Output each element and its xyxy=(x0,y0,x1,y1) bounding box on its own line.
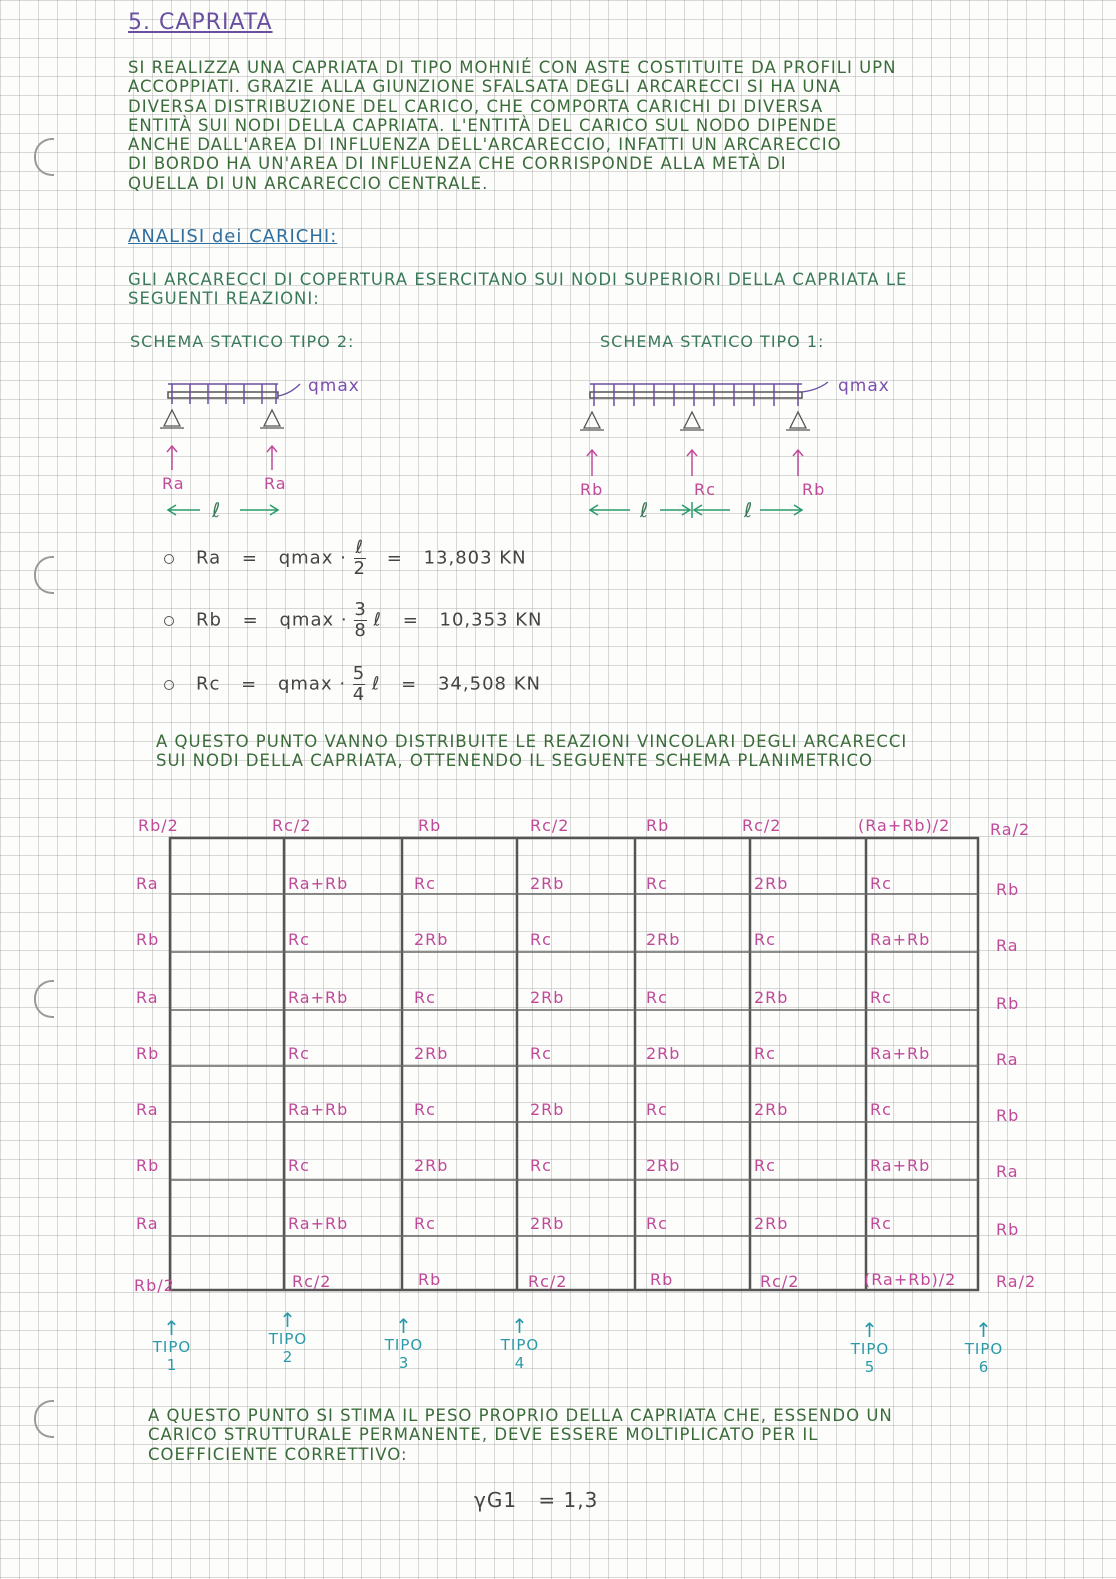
grid-cell: Rc xyxy=(754,1156,776,1175)
scheme1-title: SCHEMA STATICO TIPO 1: xyxy=(600,332,825,351)
grid-cell: 2Rb xyxy=(414,1156,449,1175)
grid-cell: 2Rb xyxy=(414,1044,449,1063)
grid-cell: Ra+Rb xyxy=(288,874,349,893)
intro-line: ACCOPPIATI. GRAZIE ALLA GIUNZIONE SFALSATA DEGLI ARCARECCI SI HA UNA xyxy=(128,77,842,97)
equation-rc: Rc = qmax · $\frac{5}{4}$ ℓ = 34,508 KN xyxy=(164,664,541,705)
grid-cell: Rc xyxy=(414,1100,436,1119)
grid-cell: 2Rb xyxy=(754,1214,789,1233)
grid-cell: Ra+Rb xyxy=(288,988,349,1007)
grid-bottom-label: Ra/2 xyxy=(996,1272,1037,1291)
equation-result: 13,803 KN xyxy=(423,547,527,569)
span-dimension xyxy=(590,502,802,518)
tipo-label-6: ↑ TIPO 6 xyxy=(964,1318,1004,1376)
grid-cell: Rc xyxy=(288,1044,310,1063)
grid-top-label: Rc/2 xyxy=(272,816,312,835)
bullet xyxy=(164,616,174,626)
equation-ra: Ra = qmax · $\frac{\text{ℓ}}{2}$ = 13,803 KN xyxy=(164,538,527,579)
grid-bottom-label: Rc/2 xyxy=(528,1272,568,1291)
gamma-coefficient xyxy=(474,1488,598,1512)
supports xyxy=(580,412,810,430)
grid-cell: 2Rb xyxy=(414,930,449,949)
grid-cell: Rc xyxy=(414,988,436,1007)
scheme2-right-reaction: Ra xyxy=(264,474,287,493)
span-dimension xyxy=(168,505,278,515)
grid-top-label: Rb xyxy=(646,816,670,835)
equation-lhs: Rc xyxy=(196,673,221,695)
scheme1-load-label: qmax xyxy=(838,376,890,396)
gamma-value: = 1,3 xyxy=(538,1488,599,1512)
grid-cell: Rc xyxy=(870,1214,892,1233)
grid-bottom-label: Rc/2 xyxy=(292,1272,332,1291)
scheme2-left-reaction: Ra xyxy=(162,474,185,493)
binder-hole xyxy=(34,980,54,1018)
scheme1-reaction-left: Rb xyxy=(580,480,604,499)
grid-cell: Rc xyxy=(646,1214,668,1233)
grid-cell: Ra xyxy=(136,1214,159,1233)
up-arrow-icon: ↑ xyxy=(861,1318,879,1342)
equation-result: 10,353 KN xyxy=(439,609,543,631)
grid-cell: Rc xyxy=(870,1100,892,1119)
load-arrows xyxy=(168,384,278,404)
grid-cell: Ra xyxy=(136,988,159,1007)
binder-hole xyxy=(34,1400,54,1438)
up-arrow-icon: ↑ xyxy=(395,1314,413,1338)
grid-top-label: Rb xyxy=(418,816,442,835)
scheme1-span-label-1: ℓ xyxy=(640,498,650,522)
grid-cell: Ra xyxy=(136,1100,159,1119)
grid-cell: Ra xyxy=(136,874,159,893)
bullet xyxy=(164,680,174,690)
grid-cell: Rb xyxy=(996,994,1020,1013)
grid-cell: 2Rb xyxy=(530,988,565,1007)
grid-cell: 2Rb xyxy=(530,1214,565,1233)
grid-cell: Rc xyxy=(414,874,436,893)
reaction-arrows xyxy=(167,446,277,470)
grid-cell: 2Rb xyxy=(754,988,789,1007)
grid-cell: Ra+Rb xyxy=(870,930,931,949)
equation-rb: Rb = qmax · $\frac{3}{8}$ ℓ = 10,353 KN xyxy=(164,600,543,641)
grid-cell: Ra xyxy=(996,1162,1019,1181)
grid-cell: Rc xyxy=(870,988,892,1007)
up-arrow-icon: ↑ xyxy=(511,1314,529,1338)
grid-cell: Ra+Rb xyxy=(288,1100,349,1119)
distribution-line: A QUESTO PUNTO VANNO DISTRIBUITE LE REAZIONI VINCOLARI DEGLI ARCARECCI xyxy=(156,732,908,751)
section-paragraph xyxy=(128,270,907,309)
intro-line: ENTITÀ SUI NODI DELLA CAPRIATA. L'ENTITÀ DEL CARICO SUL NODO DIPENDE xyxy=(128,115,838,135)
equation-factor: qmax · xyxy=(278,547,347,569)
grid-cell: 2Rb xyxy=(646,1156,681,1175)
binder-hole xyxy=(34,556,54,594)
grid-cell: Rc xyxy=(646,988,668,1007)
bullet xyxy=(164,554,174,564)
intro-line: DIVERSA DISTRIBUZIONE DEL CARICO, CHE COMPORTA CARICHI DI DIVERSA xyxy=(128,96,824,116)
gamma-symbol: γG1 xyxy=(474,1488,518,1512)
grid-cell: Ra+Rb xyxy=(870,1156,931,1175)
grid-cell: Rb xyxy=(136,1156,160,1175)
grid-top-label: Rc/2 xyxy=(530,816,570,835)
scheme1-reaction-center: Rc xyxy=(694,480,716,499)
grid-cell: Rc xyxy=(530,930,552,949)
final-line: A QUESTO PUNTO SI STIMA IL PESO PROPRIO DELLA CAPRIATA CHE, ESSENDO UN xyxy=(148,1406,893,1425)
grid-top-label: Rb/2 xyxy=(138,816,179,835)
grid-bottom-label: Rb/2 xyxy=(134,1276,175,1295)
grid-cell: Rc xyxy=(288,1156,310,1175)
grid-cell: Rc xyxy=(646,874,668,893)
scheme2-load-label: qmax xyxy=(308,376,360,396)
grid-cell: Rb xyxy=(136,1044,160,1063)
grid-top-label: (Ra+Rb)/2 xyxy=(858,816,951,835)
scheme2-diagram xyxy=(140,370,400,530)
grid-cell: 2Rb xyxy=(646,1044,681,1063)
final-line: COEFFICIENTE CORRETTIVO: xyxy=(148,1444,408,1464)
intro-line: QUELLA DI UN ARCARECCIO CENTRALE. xyxy=(128,173,489,193)
equation-lhs: Ra xyxy=(196,547,222,569)
intro-line: DI BORDO HA UN'AREA DI INFLUENZA CHE CORRISPONDE ALLA METÀ DI xyxy=(128,154,787,174)
scheme2-span-label: ℓ xyxy=(212,498,222,522)
section-line: GLI ARCARECCI DI COPERTURA ESERCITANO SUI NODI SUPERIORI DELLA CAPRIATA LE xyxy=(128,270,908,289)
grid-bottom-label: (Ra+Rb)/2 xyxy=(864,1270,957,1289)
equation-result: 34,508 KN xyxy=(437,673,541,695)
grid-cell: Rb xyxy=(996,880,1020,899)
up-arrow-icon: ↑ xyxy=(975,1318,993,1342)
final-line: CARICO STRUTTURALE PERMANENTE, DEVE ESSERE MOLTIPLICATO PER IL xyxy=(148,1425,819,1445)
grid-cell: Ra+Rb xyxy=(870,1044,931,1063)
scheme2-title: SCHEMA STATICO TIPO 2: xyxy=(130,332,355,351)
grid-cell: Rb xyxy=(136,930,160,949)
equation-fraction: $\frac{3}{8}$ xyxy=(354,599,367,641)
distribution-paragraph xyxy=(156,732,907,771)
equation-fraction: $\frac{5}{4}$ xyxy=(352,663,366,705)
grid-bottom-label: Rb xyxy=(418,1270,442,1289)
tipo-label-1: ↑ TIPO 1 xyxy=(152,1316,192,1374)
equation-factor: qmax · xyxy=(279,609,348,631)
grid-bottom-label: Rc/2 xyxy=(760,1272,800,1291)
grid-cell: Rc xyxy=(414,1214,436,1233)
intro-line: ANCHE DALL'AREA DI INFLUENZA DELL'ARCARECCIO, INFATTI UN ARCARECCIO xyxy=(128,135,842,155)
intro-line: SI REALIZZA UNA CAPRIATA DI TIPO MOHNIÉ CON ASTE COSTITUITE DA PROFILI UPN xyxy=(128,58,897,77)
page-title: 5. CAPRIATA xyxy=(128,10,273,35)
grid-cell: Ra xyxy=(996,1050,1019,1069)
grid-cell: Rc xyxy=(530,1044,552,1063)
binder-hole xyxy=(34,138,54,176)
equation-lhs: Rb xyxy=(196,609,222,631)
grid-cell: 2Rb xyxy=(646,930,681,949)
grid-cell: Rc xyxy=(754,1044,776,1063)
section-line: SEGUENTI REAZIONI: xyxy=(128,289,320,309)
supports xyxy=(160,410,284,428)
grid-cell: Rb xyxy=(996,1106,1020,1125)
grid-bottom-label: Rb xyxy=(650,1270,674,1289)
scheme1-reaction-right: Rb xyxy=(802,480,826,499)
grid-cell: Rb xyxy=(996,1220,1020,1239)
tipo-label-3: ↑ TIPO 3 xyxy=(384,1314,424,1372)
grid-cell: Rc xyxy=(646,1100,668,1119)
up-arrow-icon: ↑ xyxy=(279,1308,297,1332)
equation-fraction: $\frac{\text{ℓ}}{2}$ xyxy=(353,537,366,579)
up-arrow-icon: ↑ xyxy=(163,1316,181,1340)
grid-cell: Rc xyxy=(530,1156,552,1175)
tipo-label-4: ↑ TIPO 4 xyxy=(500,1314,540,1372)
grid-top-label: Ra/2 xyxy=(990,820,1031,839)
intro-paragraph xyxy=(128,58,896,193)
grid-cell: 2Rb xyxy=(754,874,789,893)
distribution-line: SUI NODI DELLA CAPRIATA, OTTENENDO IL SEGUENTE SCHEMA PLANIMETRICO xyxy=(156,751,874,771)
grid-cell: 2Rb xyxy=(530,1100,565,1119)
load-arrows xyxy=(590,384,802,406)
reaction-arrows xyxy=(587,450,803,476)
beam xyxy=(590,392,802,398)
grid-cell: 2Rb xyxy=(754,1100,789,1119)
grid-cell: Ra xyxy=(996,936,1019,955)
grid-top-label: Rc/2 xyxy=(742,816,782,835)
section-title: ANALISI dei CARICHI: xyxy=(128,226,338,247)
grid-cell: 2Rb xyxy=(530,874,565,893)
equation-factor: qmax · xyxy=(277,673,347,695)
grid-cell: Rc xyxy=(870,874,892,893)
tipo-label-5: ↑ TIPO 5 xyxy=(850,1318,890,1376)
scheme1-span-label-2: ℓ xyxy=(744,498,754,522)
tipo-label-2: ↑ TIPO 2 xyxy=(268,1308,308,1366)
grid-cell: Ra+Rb xyxy=(288,1214,349,1233)
grid-cell: Rc xyxy=(754,930,776,949)
final-paragraph xyxy=(148,1406,893,1464)
grid-cell: Rc xyxy=(288,930,310,949)
